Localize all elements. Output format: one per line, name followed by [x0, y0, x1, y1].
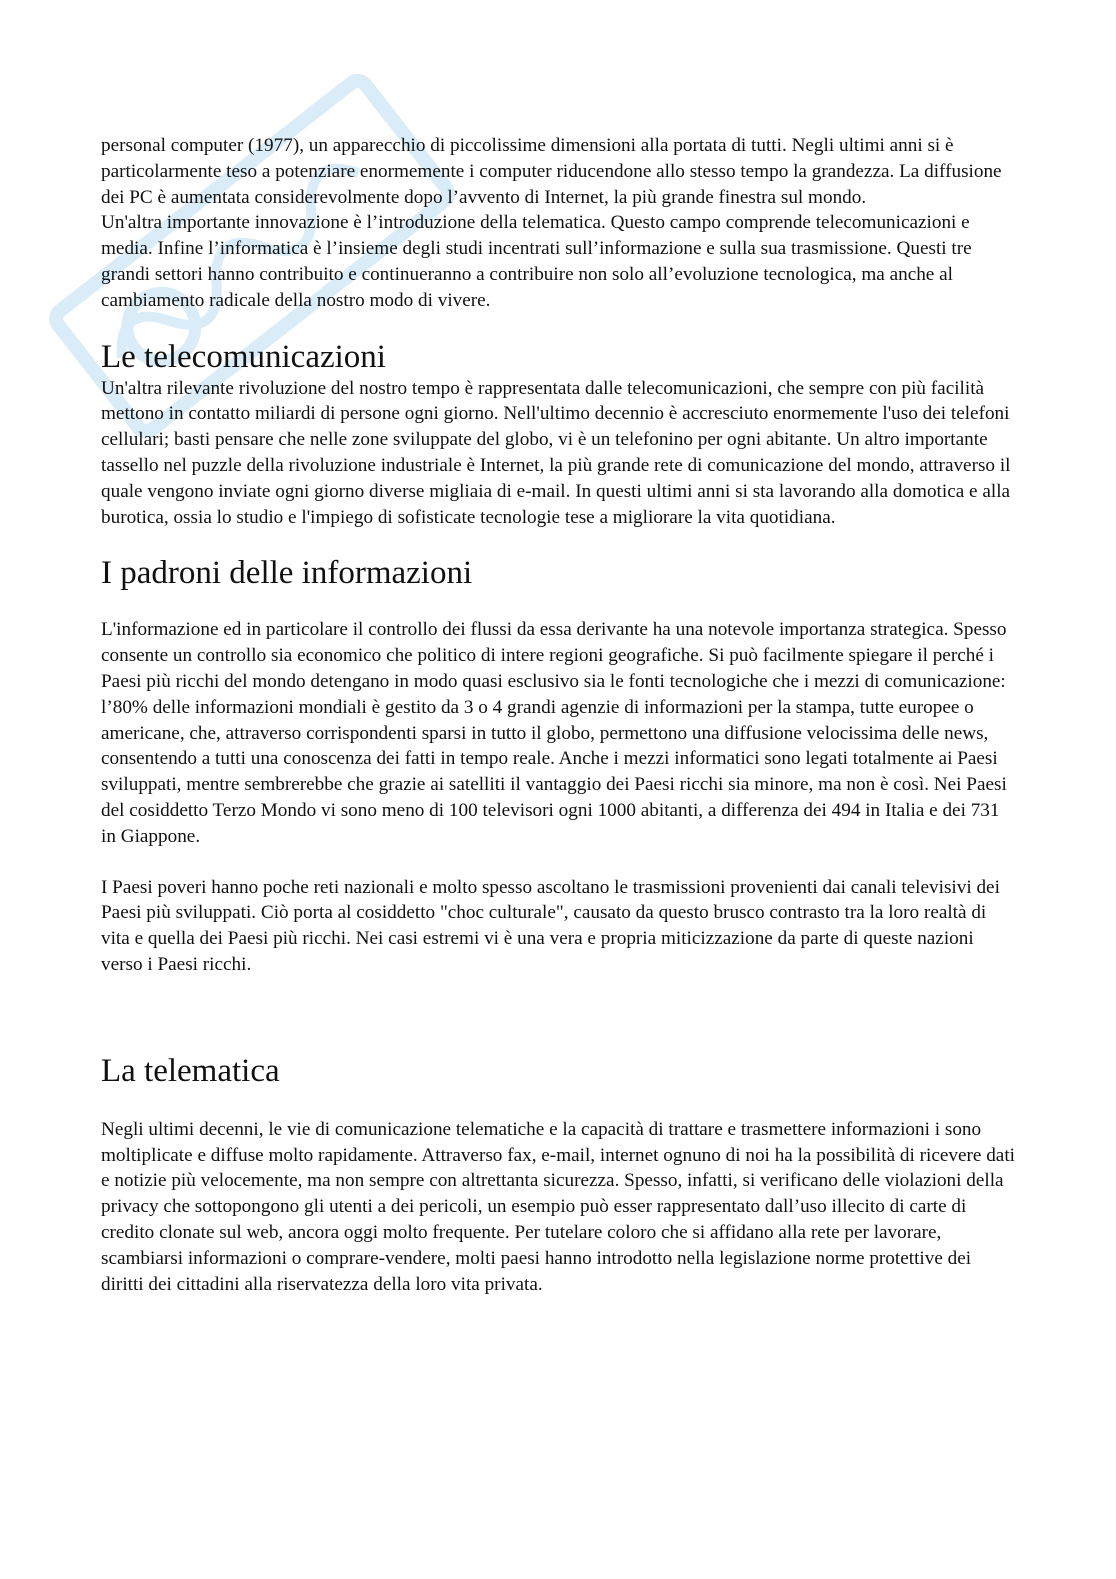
telematica-paragraph: Negli ultimi decenni, le vie di comunicazione telematiche e la capacità di trattare e trasmettere informazioni i sono moltiplicate e diffuse molto rapidamente. Attraverso fax, e-mail, internet ognuno di noi ha la possibilità di ricevere dati e notizie più velocemente, ma non sempre con altrettanta sicurezza. Spesso, infatti, si verificano delle violazioni della privacy che sottopongono gli utenti a dei pericoli, un esempio può esser rappresentato dall’uso illecito di carte di credito clonate sul web, ancora oggi molto frequente. Per tutelare coloro che si affidano alla rete per lavorare, scambiarsi informazioni o comprare-vendere, molti paesi hanno introdotto nella legislazione norme protettive dei diritti dei cittadini alla riservatezza della loro vita privata. — [101, 1118, 1015, 1295]
padroni-paragraph-1: L'informazione ed in particolare il controllo dei flussi da essa derivante ha una notevole importanza strategica. Spesso consente un controllo sia economico che politico di intere regioni geografiche. Si può facilmente spiegare il perché i Paesi più ricchi del mondo detengano in modo quasi esclusivo sia le fonti tecnologiche che i mezzi di comunicazione: l’80% delle informazioni mondiali è gestito da 3 o 4 grandi agenzie di informazioni per la stampa, tutte europee o americane, che, attraverso corrispondenti sparsi in tutto il globo, permettono una diffusione velocissima delle news, consentendo a tutti una conoscenza dei fatti in tempo reale. Anche i mezzi informatici sono legati totalmente ai Paesi sviluppati, mentre sembrerebbe che grazie ai satelliti il vantaggio dei Paesi ricchi sia minore, ma non è così. Nei Paesi del cosiddetto Terzo Mondo vi sono meno di 100 televisori ogni 1000 abitanti, a differenza dei 494 in Italia e dei 731 in Giappone. — [101, 619, 1007, 847]
padroni-paragraph-2: I Paesi poveri hanno poche reti nazionali e molto spesso ascoltano le trasmissioni provenienti dai canali televisivi dei Paesi più sviluppati. Ciò porta al cosiddetto "choc culturale", causato da questo brusco contrasto tra la loro realtà di vita e quella dei Paesi più ricchi. Nei casi estremi vi è una vera e propria miticizzazione da parte di queste nazioni verso i Paesi ricchi. — [101, 876, 1000, 975]
section-title-padroni-informazioni: I padroni delle informazioni — [101, 555, 473, 592]
document-page — [101, 133, 1016, 1297]
intro-paragraph-2: Un'altra importante innovazione è l’introduzione della telematica. Questo campo comprende telecomunicazioni e media. Infine l’informatica è l’insieme degli studi incentrati sull’informazione e sulla sua trasmissione. Questi tre grandi settori hanno contribuito e continueranno a contribuire non solo all’evoluzione tecnologica, ma anche al cambiamento radicale della nostro modo di vivere. — [101, 212, 972, 311]
telecomunicazioni-paragraph: Un'altra rilevante rivoluzione del nostro tempo è rappresentata dalle telecomunicazioni, che sempre con più facilità mettono in contatto miliardi di persone ogni giorno. Nell'ultimo decennio è accresciuto enormemente l'uso dei telefoni cellulari; basti pensare che nelle zone sviluppate del globo, vi è un telefonino per ogni abitante. Un altro importante tassello nel puzzle della rivoluzione industriale è Internet, la più grande rete di comunicazione del mondo, attraverso il quale vengono inviate ogni giorno diverse migliaia di e-mail. In questi ultimi anni si sta lavorando alla domotica e alla burotica, ossia lo studio e l'impiego di sofisticate tecnologie tese a migliorare la vita quotidiana. — [101, 377, 1011, 528]
section-title-telecomunicazioni: Le telecomunicazioni — [101, 338, 386, 375]
section-title-telematica: La telematica — [101, 1052, 280, 1089]
intro-paragraph-1: personal computer (1977), un apparecchio di piccolissime dimensioni alla portata di tutti. Negli ultimi anni si è particolarmente teso a potenziare enormemente i computer riducendone allo stesso tempo la grandezza. La diffusione dei PC è aumentata considerevolmente dopo l’avvento di Internet, la più grande finestra sul mondo. — [101, 135, 1002, 208]
